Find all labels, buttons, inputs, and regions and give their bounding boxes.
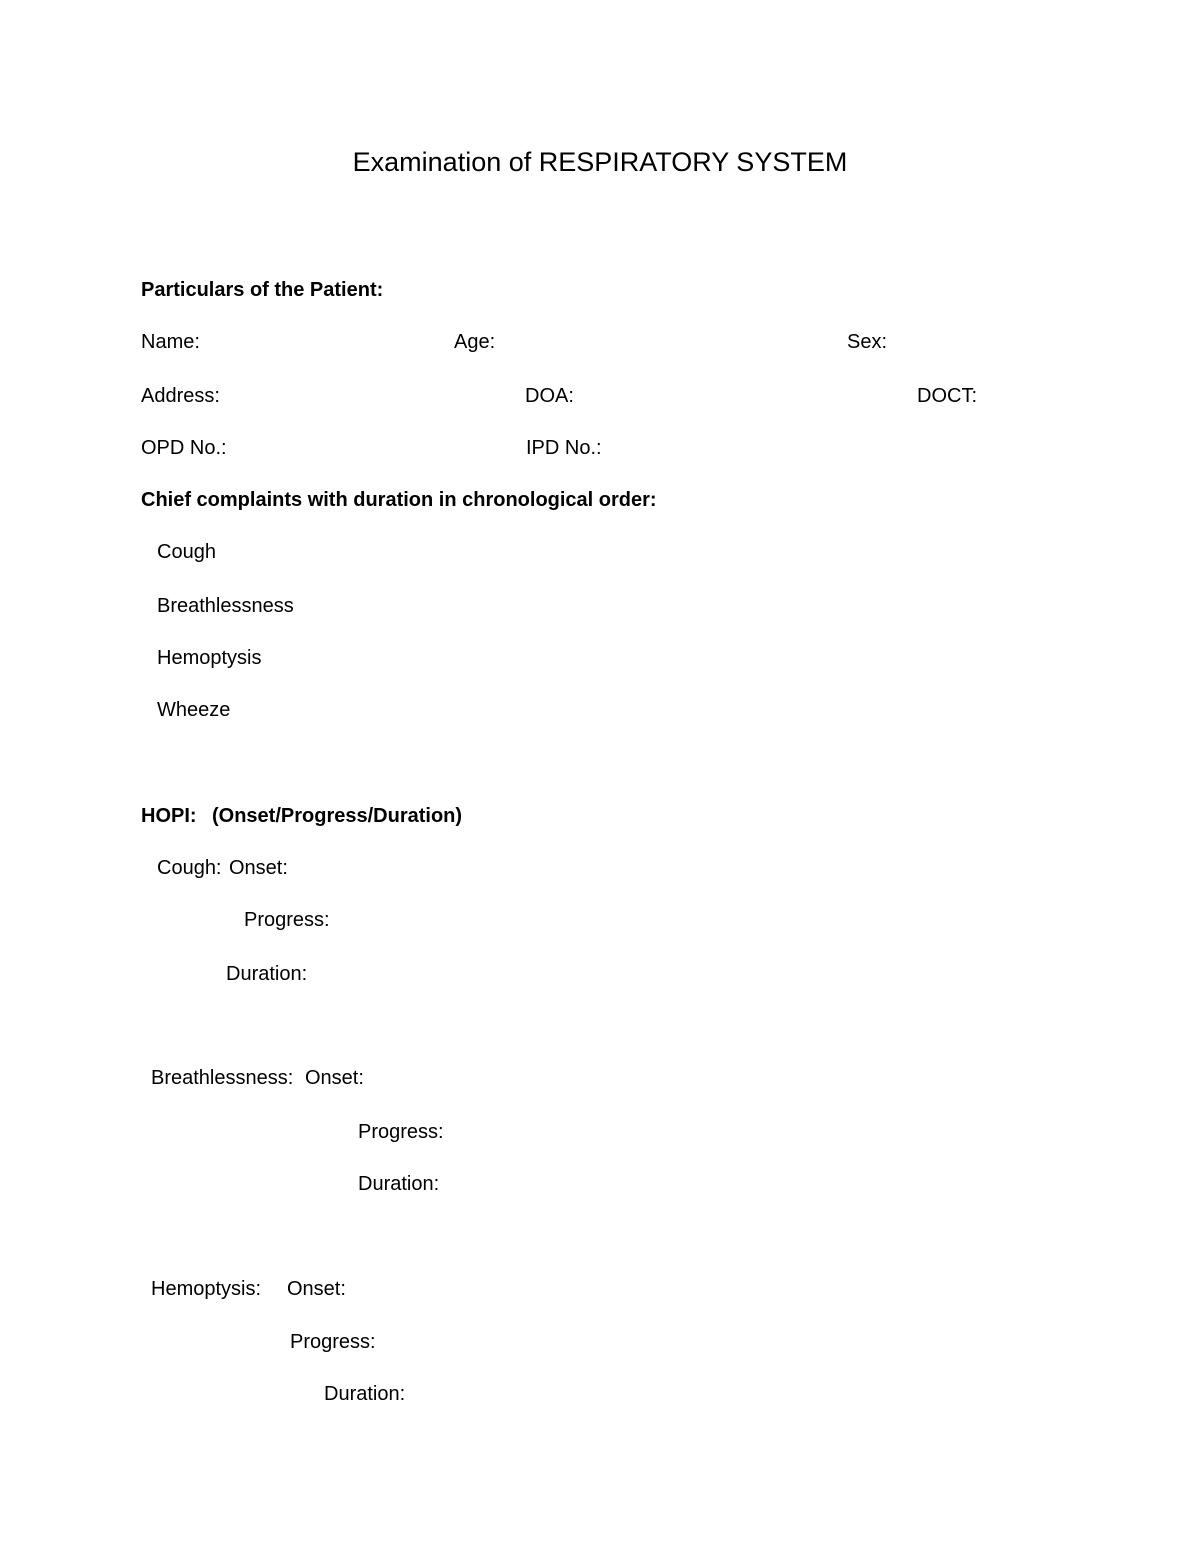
ipd-label: IPD No.: bbox=[526, 437, 602, 459]
hopi-subheading: (Onset/Progress/Duration) bbox=[212, 805, 463, 827]
complaint-item: Cough bbox=[157, 541, 216, 563]
name-label: Name: bbox=[141, 331, 200, 353]
opd-label: OPD No.: bbox=[141, 437, 227, 459]
breathlessness-onset-label: Onset: bbox=[305, 1067, 364, 1089]
cough-progress-label: Progress: bbox=[244, 909, 330, 931]
cough-onset-label: Onset: bbox=[229, 857, 288, 879]
doct-label: DOCT: bbox=[917, 385, 977, 407]
particulars-heading: Particulars of the Patient: bbox=[141, 279, 384, 301]
address-label: Address: bbox=[141, 385, 220, 407]
breathlessness-duration-label: Duration: bbox=[358, 1173, 440, 1195]
breathlessness-label: Breathlessness: bbox=[151, 1067, 294, 1089]
hemoptysis-label: Hemoptysis: bbox=[151, 1278, 262, 1300]
cough-label: Cough: bbox=[157, 857, 222, 879]
breathlessness-progress-label: Progress: bbox=[358, 1121, 444, 1143]
complaint-item: Wheeze bbox=[157, 699, 231, 721]
age-label: Age: bbox=[454, 331, 496, 353]
complaint-item: Breathlessness bbox=[157, 595, 294, 617]
complaint-item: Hemoptysis bbox=[157, 647, 262, 669]
doa-label: DOA: bbox=[525, 385, 574, 407]
hopi-heading: HOPI: bbox=[141, 805, 197, 827]
sex-label: Sex: bbox=[847, 331, 888, 353]
complaints-heading: Chief complaints with duration in chronological order: bbox=[141, 489, 657, 511]
cough-duration-label: Duration: bbox=[226, 963, 308, 985]
hemoptysis-duration-label: Duration: bbox=[324, 1383, 406, 1405]
page-title: Examination of RESPIRATORY SYSTEM bbox=[352, 147, 848, 177]
hemoptysis-progress-label: Progress: bbox=[290, 1331, 376, 1353]
hemoptysis-onset-label: Onset: bbox=[287, 1278, 346, 1300]
